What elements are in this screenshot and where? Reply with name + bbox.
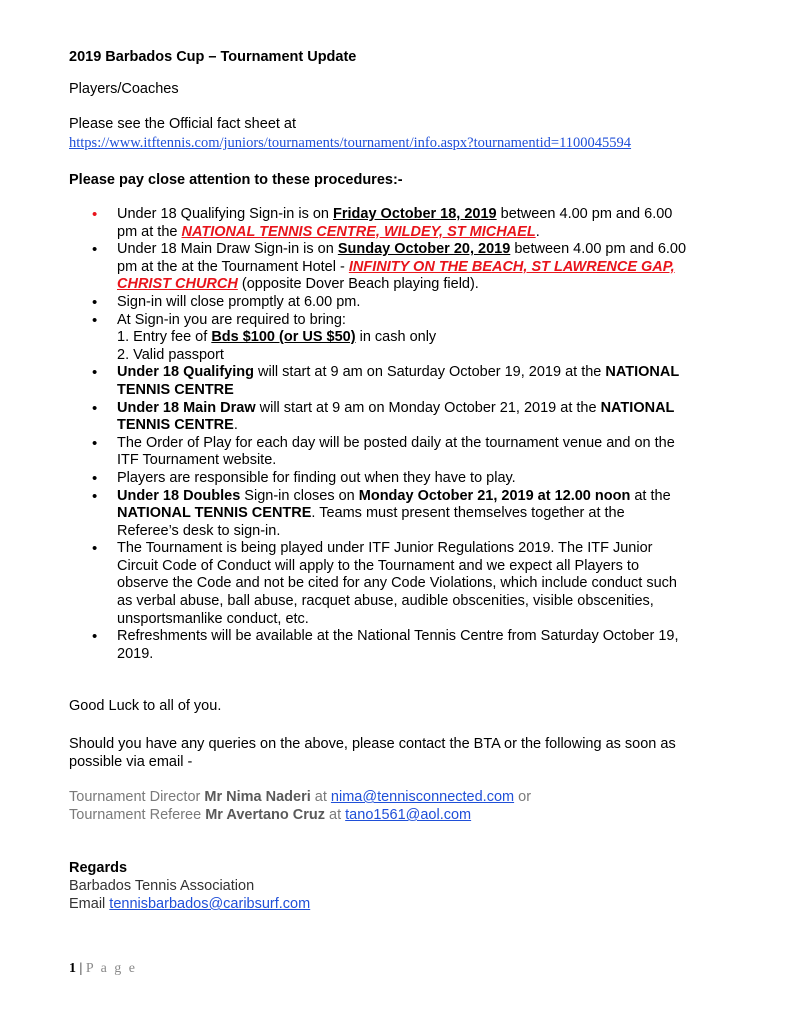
venue-hotel: INFINITY ON THE BEACH, ST LAWRENCE GAP, xyxy=(348,258,675,275)
bullet-icon: • xyxy=(92,487,98,505)
director-contact: Tournament Director Mr Nima Naderi at nima@tennisconnected.com or xyxy=(69,789,532,805)
good-luck-text: Good Luck to all of you. xyxy=(69,698,222,714)
page-footer: 1 | P a g e xyxy=(69,961,138,976)
referee-name: Mr Avertano Cruz xyxy=(205,807,325,823)
page-number: 1 xyxy=(69,961,76,976)
salutation: Players/Coaches xyxy=(69,81,179,97)
list-item: • The Order of Play for each day will be posted daily at the tournament venue and on the ITF Tournament website. xyxy=(92,434,675,469)
referee-contact: Tournament Referee Mr Avertano Cruz at tano1561@aol.com xyxy=(69,807,472,823)
document-title: 2019 Barbados Cup – Tournament Update xyxy=(69,49,357,65)
director-name: Mr Nima Naderi xyxy=(204,789,311,805)
fact-sheet-link[interactable]: https://www.itftennis.com/juniors/tournaments/tournament/info.aspx?tournamentid=1100045594 xyxy=(69,135,632,151)
organization-name: Barbados Tennis Association xyxy=(69,878,255,894)
bullet-icon: • xyxy=(92,364,98,382)
list-item: • Under 18 Qualifying will start at 9 am on Saturday October 19, 2019 at the NATIONAL TENNIS CENTRE xyxy=(92,364,680,398)
bullet-icon: • xyxy=(92,241,98,259)
venue-national-tennis-centre: NATIONAL TENNIS CENTRE, WILDEY, ST MICHAEL xyxy=(181,223,536,240)
list-item: • Players are responsible for finding out when they have to play. xyxy=(92,469,516,487)
list-item: • Sign-in will close promptly at 6.00 pm. xyxy=(92,293,361,311)
regards-text: Regards xyxy=(69,860,128,876)
referee-email-link[interactable]: tano1561@aol.com xyxy=(345,807,472,823)
bullet-icon: • xyxy=(92,206,98,223)
queries-text-1: Should you have any queries on the above, please contact the BTA or the following as soon as xyxy=(69,736,676,752)
director-email-link[interactable]: nima@tennisconnected.com xyxy=(330,789,515,805)
list-item: • Under 18 Main Draw will start at 9 am on Monday October 21, 2019 at the NATIONAL TENNIS CENTRE. xyxy=(92,399,675,434)
bullet-icon: • xyxy=(92,399,98,417)
bullet-icon: • xyxy=(92,469,98,487)
bullet-icon: • xyxy=(92,293,98,311)
signoff-email: Email tennisbarbados@caribsurf.com xyxy=(69,896,311,912)
bullet-icon: • xyxy=(92,540,98,558)
list-item: • At Sign-in you are required to bring: 1. Entry fee of Bds $100 (or US $50) in cash only 2. Valid passport xyxy=(92,311,437,363)
list-item: • Under 18 Doubles Sign-in closes on Monday October 21, 2019 at 12.00 noon at the NATIONAL TENNIS CENTRE. Teams must present themselves together at the Referee’s desk to sign-in. xyxy=(92,487,671,539)
fact-sheet-intro: Please see the Official fact sheet at xyxy=(69,116,297,132)
queries-text-2: possible via email - xyxy=(69,754,193,770)
bullet-icon: • xyxy=(92,628,98,646)
procedures-heading: Please pay close attention to these procedures:- xyxy=(69,172,403,188)
bullet-icon: • xyxy=(92,434,98,452)
list-item: • Under 18 Main Draw Sign-in is on Sunday October 20, 2019 between 4.00 pm and 6.00 pm at the at the Tournament Hotel - INFINITY ON THE BEACH, ST LAWRENCE GAP, CHRIST CHURCH (opposite Dover Beach playing field). xyxy=(92,241,687,293)
entry-fee: Bds $100 (or US $50) xyxy=(211,329,356,346)
list-item: • Refreshments will be available at the National Tennis Centre from Saturday October 19, 2019. xyxy=(92,628,679,662)
association-email-link[interactable]: tennisbarbados@caribsurf.com xyxy=(109,896,311,912)
list-item: • Under 18 Qualifying Sign-in is on Friday October 18, 2019 between 4.00 pm and 6.00 pm at the NATIONAL TENNIS CENTRE, WILDEY, ST MICHAEL. xyxy=(92,206,673,240)
list-item: • The Tournament is being played under ITF Junior Regulations 2019. The ITF Junior Circuit Code of Conduct will apply to the Tournament and we expect all Players to observe the Code and not be cited for any Code Violations, which include conduct such as verbal abuse, ball abuse, racquet abuse, audible obscenities, visible obscenities, unsportsmanlike conduct, etc. xyxy=(92,540,677,627)
page-label: P a g e xyxy=(85,961,138,976)
bullet-icon: • xyxy=(92,311,98,329)
procedures-list xyxy=(92,206,752,663)
